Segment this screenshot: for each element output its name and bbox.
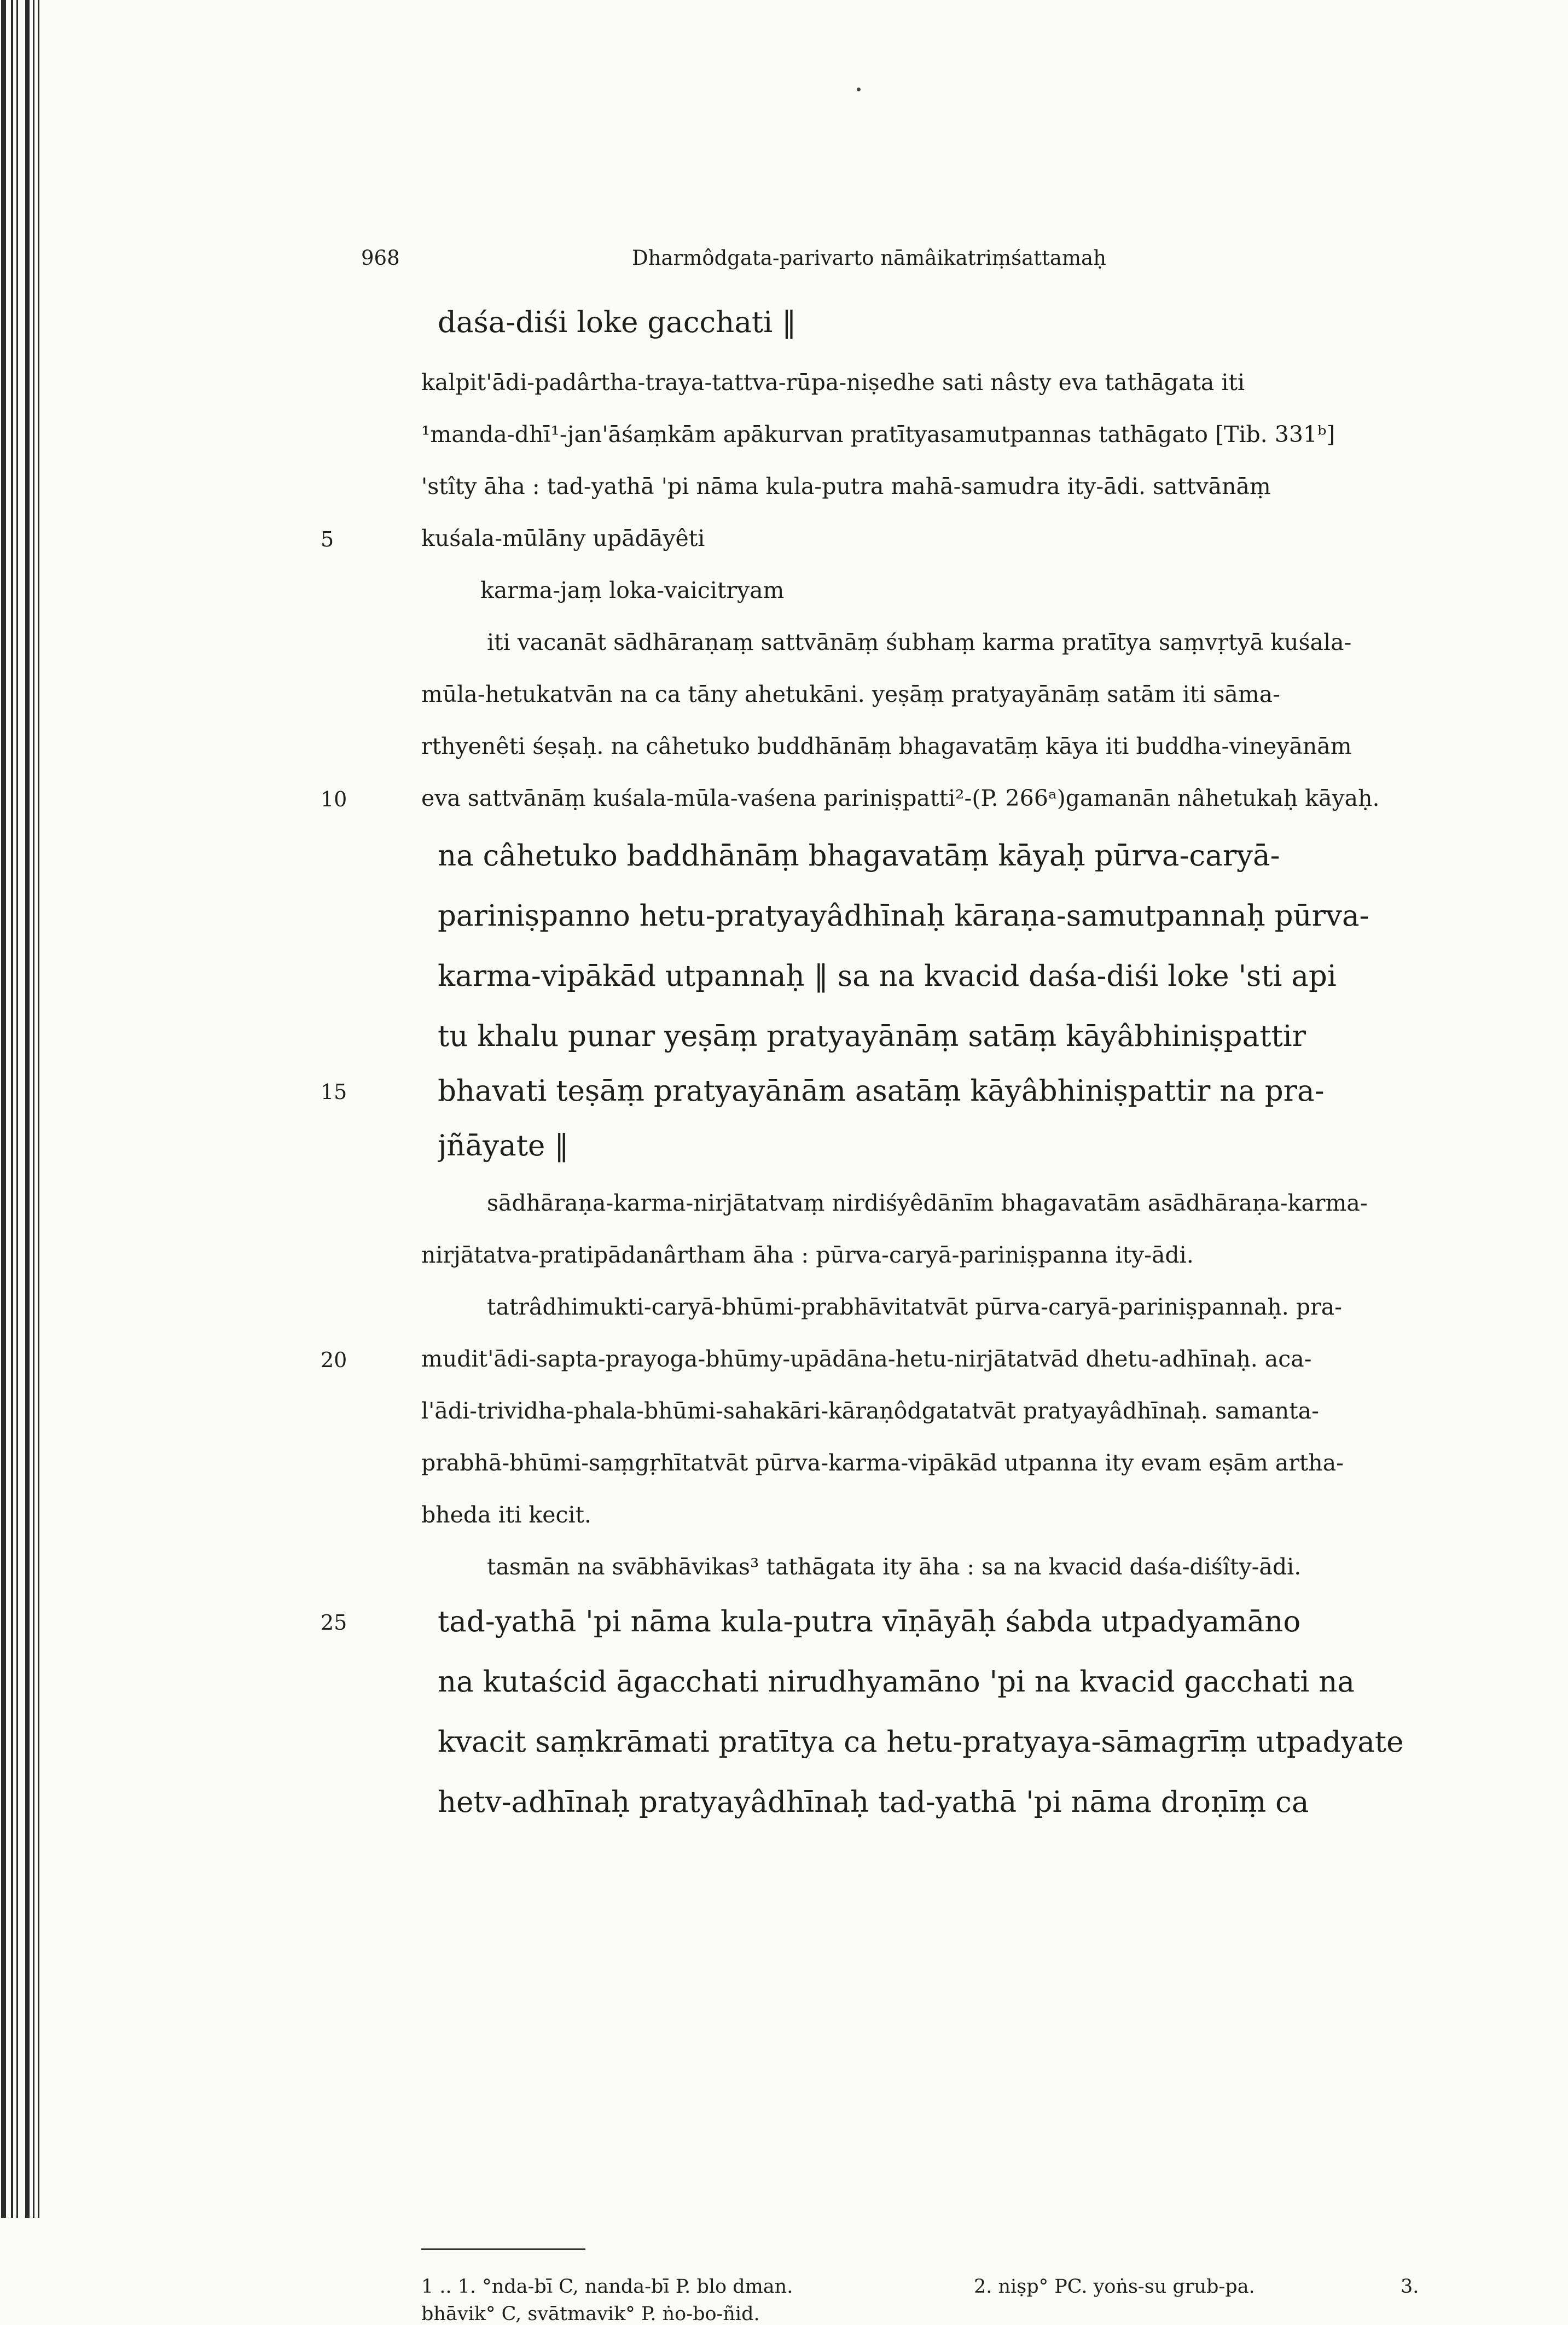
line-text: kalpit'ādi-padârtha-traya-tattva-rūpa-niṣedhe sati nâsty eva tathāgata iti <box>421 369 1245 396</box>
text-line <box>0 304 1568 353</box>
text-line <box>0 728 1568 777</box>
line-text: bheda iti kecit. <box>421 1502 592 1528</box>
text-line <box>0 837 1568 886</box>
text-line <box>0 676 1568 725</box>
text-line <box>0 468 1568 517</box>
text-line <box>0 1548 1568 1597</box>
line-text: na câhetuko baddhānāṃ bhagavatāṃ kāyaḥ pūrva-caryā- <box>438 839 1280 873</box>
line-text: hetv-adhīnaḥ pratyayâdhīnaḥ tad-yathā 'pi nāma droṇīṃ ca <box>438 1786 1309 1819</box>
line-text: karma-jaṃ loka-vaicitryam <box>480 577 785 603</box>
line-text: sādhāraṇa-karma-nirjātatvaṃ nirdiśyêdānīm bhagavatām asādhāraṇa-karma- <box>487 1190 1368 1216</box>
line-text: 'stîty āha : tad-yathā 'pi nāma kula-putra mahā-samudra ity-ādi. sattvānāṃ <box>421 473 1271 499</box>
line-text: jñāyate ‖ <box>438 1129 569 1163</box>
line-number: 20 <box>321 1348 347 1372</box>
line-number: 15 <box>321 1080 347 1104</box>
text-line <box>0 1663 1568 1712</box>
line-text: karma-vipākād utpannaḥ ‖ sa na kvacid daśa-diśi loke 'sti api <box>438 960 1337 993</box>
text-line <box>0 1127 1568 1176</box>
line-text: tatrâdhimukti-caryā-bhūmi-prabhāvitatvāt pūrva-caryā-pariniṣpannaḥ. pra- <box>487 1294 1343 1320</box>
line-text: tu khalu punar yeṣāṃ pratyayānāṃ satāṃ kāyâbhiniṣpattir <box>438 1020 1306 1053</box>
text-line <box>0 624 1568 673</box>
footnote-2: 2. niṣp° PC. yoṅs-su grub-pa. <box>974 2276 1255 2298</box>
footnote-1: 1 .. 1. °nda-bī C, nanda-bī P. blo dman. <box>421 2276 793 2298</box>
line-text: kuśala-mūlāny upādāyêti <box>421 525 705 551</box>
line-text: l'ādi-trividha-phala-bhūmi-sahakāri-kāraṇôdgatatvāt pratyayâdhīnaḥ. samanta- <box>421 1398 1319 1424</box>
running-header <box>0 241 1568 279</box>
text-line <box>0 1496 1568 1545</box>
text-line <box>0 416 1568 465</box>
text-line <box>0 897 1568 946</box>
text-line <box>0 364 1568 413</box>
text-line <box>0 1072 1568 1121</box>
line-text: mūla-hetukatvān na ca tāny ahetukāni. yeṣāṃ pratyayānāṃ satām iti sāma- <box>421 681 1281 707</box>
line-text: mudit'ādi-sapta-prayoga-bhūmy-upādāna-hetu-nirjātatvād dhetu-adhīnaḥ. aca- <box>421 1346 1312 1372</box>
line-text: na kutaścid āgacchati nirudhyamāno 'pi na kvacid gacchati na <box>438 1665 1355 1699</box>
page-number: 968 <box>361 246 400 270</box>
footnote-3: bhāvik° C, svātmavik° P. ṅo-bo-ñid. <box>421 2303 760 2325</box>
text-line <box>0 1603 1568 1652</box>
text-line <box>0 1723 1568 1772</box>
line-number: 25 <box>321 1611 347 1635</box>
line-text: iti vacanāt sādhāraṇaṃ sattvānāṃ śubhaṃ karma pratītya saṃvṛtyā kuśala- <box>487 629 1352 655</box>
text-line <box>0 957 1568 1007</box>
line-text: kvacit saṃkrāmati pratītya ca hetu-pratyaya-sāmagrīṃ utpadyate <box>438 1725 1404 1759</box>
line-number: 5 <box>321 527 334 551</box>
line-text: tad-yathā 'pi nāma kula-putra vīṇāyāḥ śabda utpadyamāno <box>438 1605 1301 1638</box>
text-line <box>0 1288 1568 1338</box>
line-text: daśa-diśi loke gacchati ‖ <box>438 306 797 339</box>
line-text: eva sattvānāṃ kuśala-mūla-vaśena pariniṣpatti²-(P. 266ᵃ)gamanān nâhetukaḥ kāyaḥ. <box>421 785 1380 811</box>
text-line <box>0 1184 1568 1234</box>
line-text: tasmān na svābhāvikas³ tathāgata ity āha : sa na kvacid daśa-diśîty-ādi. <box>487 1554 1302 1580</box>
line-text: prabhā-bhūmi-saṃgṛhītatvāt pūrva-karma-vipākād utpanna ity evam eṣām artha- <box>421 1450 1344 1476</box>
text-line <box>0 1018 1568 1067</box>
line-text: ¹manda-dhī¹-jan'āśaṃkām apākurvan pratītyasamutpannas tathāgato [Tib. 331ᵇ] <box>421 421 1335 447</box>
line-text: rthyenêti śeṣaḥ. na câhetuko buddhānāṃ bhagavatāṃ kāya iti buddha-vineyānām <box>421 733 1352 759</box>
line-text: bhavati teṣāṃ pratyayānām asatāṃ kāyâbhiniṣpattir na pra- <box>438 1074 1325 1108</box>
footnote-3-marker: 3. <box>1401 2276 1419 2298</box>
footnote-rule <box>421 2248 585 2250</box>
running-title: Dharmôdgata-parivarto nāmâikatriṃśattamaḥ <box>632 246 1106 270</box>
text-line <box>0 1444 1568 1493</box>
line-text: pariniṣpanno hetu-pratyayâdhīnaḥ kāraṇa-samutpannaḥ pūrva- <box>438 899 1369 933</box>
text-line <box>0 780 1568 829</box>
scan-speck <box>857 88 861 91</box>
text-line <box>0 1340 1568 1390</box>
line-text: nirjātatva-pratipādanârtham āha : pūrva-caryā-pariniṣpanna ity-ādi. <box>421 1242 1194 1268</box>
text-line <box>0 520 1568 569</box>
text-line <box>0 1236 1568 1286</box>
line-number: 10 <box>321 787 347 811</box>
text-line <box>0 572 1568 621</box>
text-line <box>0 1392 1568 1442</box>
text-line <box>0 1783 1568 1833</box>
